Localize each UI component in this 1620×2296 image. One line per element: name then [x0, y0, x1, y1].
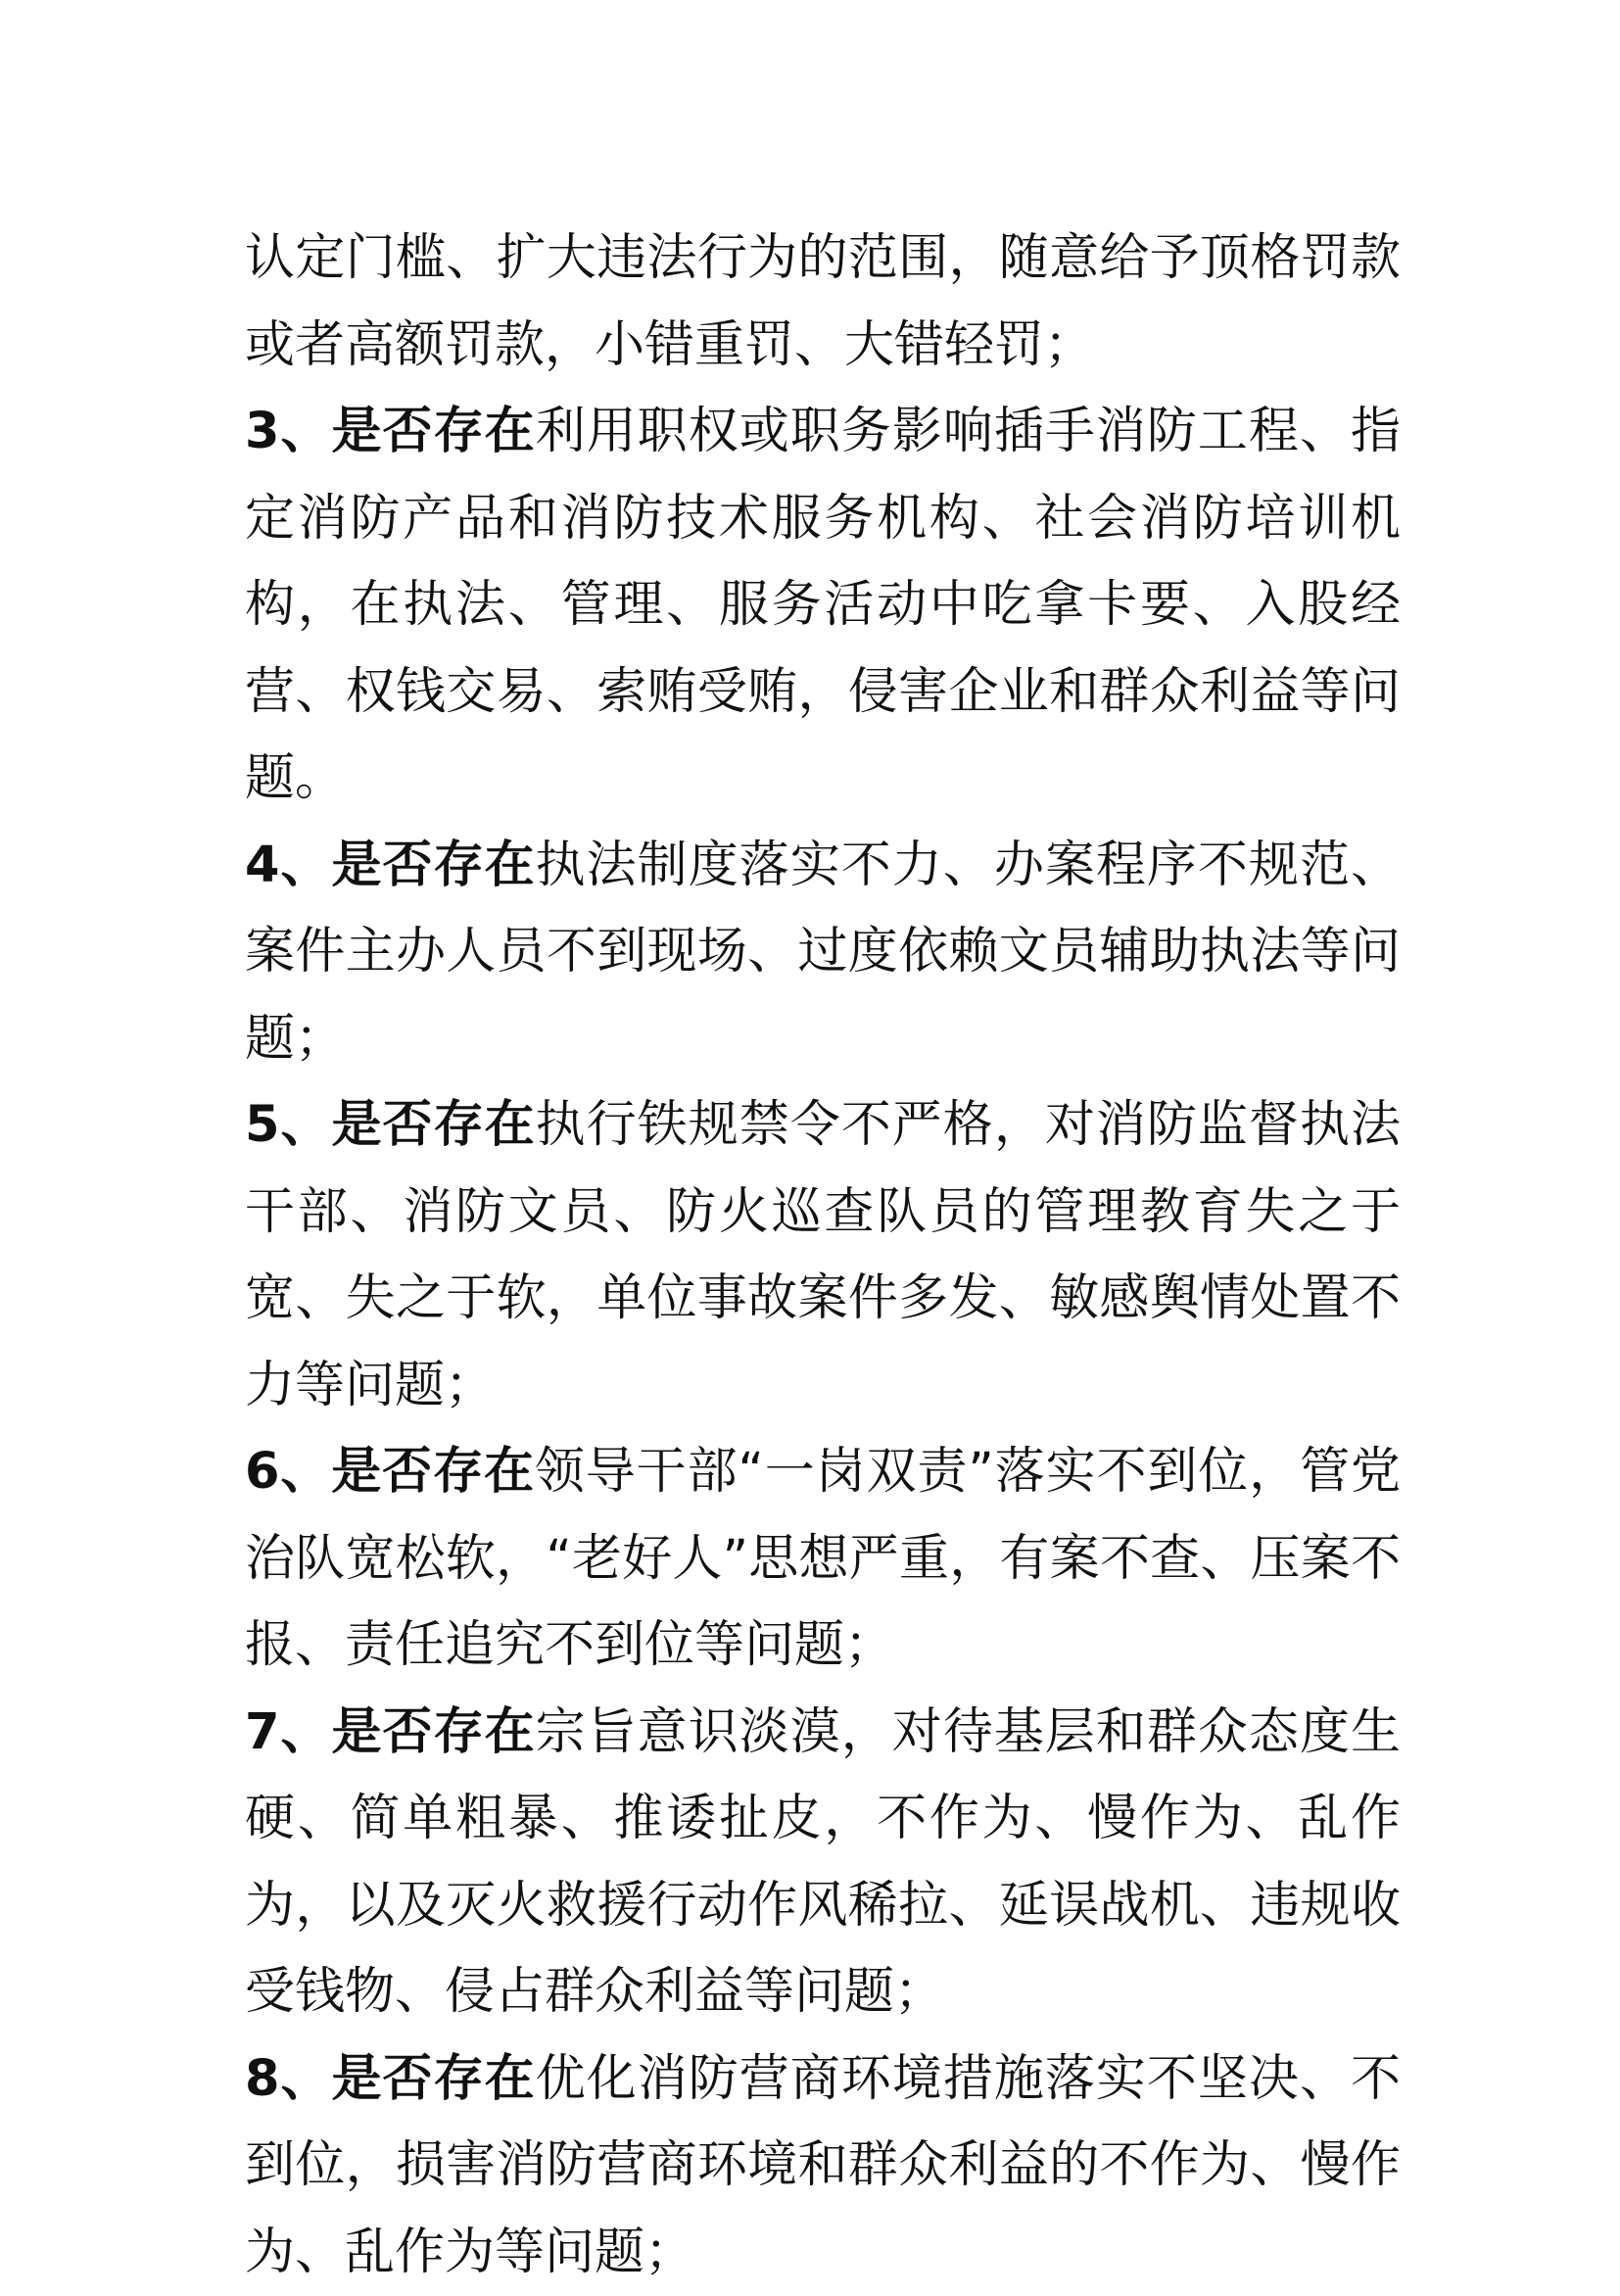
paragraph-lead: 6、是否存在	[245, 1443, 535, 1501]
paragraph-lead: 7、是否存在	[245, 1703, 536, 1761]
paragraph-item-7	[245, 1690, 1401, 2036]
paragraph-text: 执法制度落实不力、办案程序不规范、案件主办人员不到现场、过度依赖文员辅助执法等问题；	[245, 837, 1401, 1068]
paragraph-item-4	[245, 823, 1401, 1083]
paragraph-continuation	[245, 215, 1401, 389]
paragraph-text: 认定门槛、扩大违法行为的范围，随意给予顶格罚款或者高额罚款，小错重罚、大错轻罚；	[245, 229, 1401, 374]
paragraph-text: 执行铁规禁令不严格，对消防监督执法干部、消防文员、防火巡查队员的管理教育失之于宽、失之于软，单位事故案件多发、敏感舆情处置不力等问题；	[245, 1096, 1401, 1414]
paragraph-item-3	[245, 389, 1401, 823]
paragraph-lead: 8、是否存在	[245, 2050, 536, 2108]
paragraph-item-5	[245, 1082, 1401, 1429]
paragraph-text: 宗旨意识淡漠，对待基层和群众态度生硬、简单粗暴、推诿扯皮，不作为、慢作为、乱作为，以及灭火救援行动作风稀拉、延误战机、违规收受钱物、侵占群众利益等问题；	[245, 1703, 1401, 2022]
paragraph-lead: 4、是否存在	[245, 837, 536, 894]
paragraph-text: 利用职权或职务影响插手消防工程、指定消防产品和消防技术服务机构、社会消防培训机构，在执法、管理、服务活动中吃拿卡要、入股经营、权钱交易、索贿受贿，侵害企业和群众利益等问题。	[245, 403, 1401, 807]
paragraph-lead: 3、是否存在	[245, 403, 536, 460]
paragraph-lead: 5、是否存在	[245, 1096, 536, 1154]
document-page	[245, 215, 1401, 2296]
paragraph-item-8	[245, 2036, 1401, 2296]
paragraph-text: 领导干部“一岗双责”落实不到位，管党治队宽松软，“老好人”思想严重，有案不查、压案不报、责任追究不到位等问题；	[245, 1443, 1401, 1674]
paragraph-text: 优化消防营商环境措施落实不坚决、不到位，损害消防营商环境和群众利益的不作为、慢作为、乱作为等问题；	[245, 2050, 1401, 2281]
paragraph-item-6	[245, 1429, 1401, 1690]
